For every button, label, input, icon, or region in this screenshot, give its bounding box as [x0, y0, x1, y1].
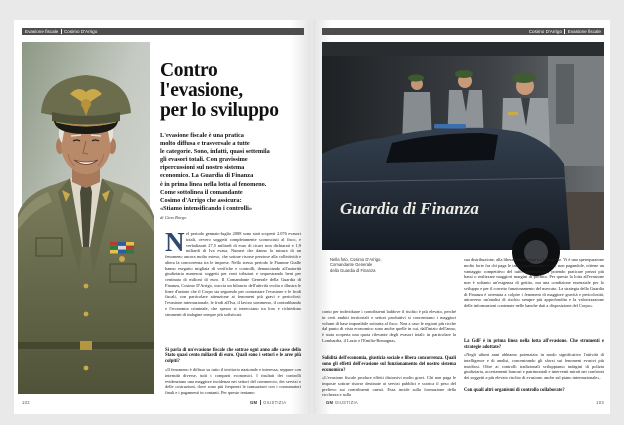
lead-line: le categorie. Sono, infatti, quasi settemila	[160, 148, 270, 156]
page-number-left: 102	[22, 400, 30, 405]
lead-line: molto diffusa e trasversale a tutte	[160, 140, 250, 148]
body-text-intro	[165, 227, 301, 346]
magazine-brand: GM	[250, 400, 258, 405]
lead-line: economico. La Guardia di Finanza	[160, 172, 254, 180]
running-head-right	[322, 28, 604, 35]
running-head-name: Cosimo D'Arrigo	[528, 29, 563, 34]
footer-separator	[260, 400, 261, 404]
body-text-column: conto per individuare i contribuenti laddove il rischio è più elevato, perché in certi ambiti territoriali e settori produttivi si concentrano i maggiori volumi di base imponibile sottratta al fisco. Non a caso le regioni più ricche dal punto di vista economico sono anche quelle in cui, dall'inizio dell'anno, è stata scoperta una quota rilevante degli evasori totali: in particolare la Lombardia, il Lazio e l'Emilia-Romagna».	[322, 309, 456, 343]
lead-line: «Stiamo intensificando i controlli»	[160, 204, 253, 212]
lead-line: gli evasori totali. Con gravissime	[160, 156, 248, 164]
article-lead	[160, 132, 304, 213]
interview-answer: «L'evasione fiscale produce effetti distorsivi molto gravi. Chi non paga le imposte sottrae risorse destinate ai servizi pubblici e scarica il peso del prelievo sui contribuenti onesti. Essa incide sulla formazione della ricchezza e sulla	[322, 375, 456, 398]
page-number-right: 103	[596, 400, 604, 405]
interview-question: La GdF è in prima linea nella lotta all'evasione. Che strumenti e strategie adottate?	[464, 339, 604, 350]
caption-line: della Guardia di Finanza	[330, 267, 376, 273]
portrait-photo	[22, 42, 150, 394]
lead-line: L'evasione fiscale è una pratica	[160, 132, 244, 139]
caption-line: Comandante Generale	[330, 262, 373, 268]
byline: di Gino Borgo	[160, 215, 187, 220]
running-head-section: Evasione fiscale	[25, 29, 59, 34]
magazine-brand: GM	[326, 400, 334, 405]
lead-line: è in prima linea nella lotta al fenomeno.	[160, 180, 267, 188]
interview-question: Solidità dell'economia, giustizia sociale e libera concorrenza. Quali sono gli effetti dell'evasione sul funzionamento del nostro sistema economico?	[322, 356, 456, 373]
interview-answer: «Negli ultimi anni abbiamo potenziato in modo significativo l'attività di intelligence e di analisi, concentrando gli sforzi sui fenomeni evasivi più insidiosi. Oltre ai controlli tradizionali sviluppiamo indagini di polizia giudiziaria, accertamenti bancari e patrimoniali e interventi mirati nei confronti dei soggetti a più elevato rischio di evasione, anche sul piano internazionale».	[464, 352, 604, 380]
drop-cap: N	[165, 227, 185, 257]
running-head-separator	[564, 29, 565, 33]
running-head-separator	[61, 29, 62, 33]
running-head-section: Evasione fiscale	[567, 29, 601, 34]
photo-caption	[330, 257, 420, 273]
body-text-column: sua distribuzione, alla libera concorrenza tra le imprese. Vi è una sperequazione molto forte fra chi paga le tasse regolarmente e chi, non pagandole, ottiene un vantaggio competitivo del tutto ingiustificato, potendo praticare prezzi più bassi o realizzare maggiori margini di profitto. Per questo la lotta all'evasione non è soltanto un'esigenza di gettito, ma una condizione essenziale per lo sviluppo e per il corretto funzionamento del mercato. La strategia della Guardia di Finanza è orientata a colpire i fenomeni di maggiore gravità e pericolosità, attraverso un'analisi di rischio sempre più approfondita e la valorizzazione delle informazioni contenute nelle banche dati a disposizione del Corpo».	[464, 257, 604, 308]
magazine-name: GIUSTIZIA	[263, 400, 287, 405]
magazine-name: GIUSTIZIA	[334, 400, 359, 405]
article-title	[160, 61, 279, 121]
lead-line: Cosimo d'Arrigo che assicura:	[160, 196, 242, 204]
title-line: per lo sviluppo	[160, 100, 279, 121]
running-head-name: Cosimo D'Arrigo	[63, 29, 98, 34]
interview-question: Si parla di un'evasione fiscale che sottrae ogni anno alle casse dello Stato quasi cento miliardi di euro. Quali sono i settori e le aree più colpiti?	[165, 347, 301, 365]
magazine-footer-right	[326, 400, 358, 405]
car-door-lettering: Guardia di Finanza	[340, 199, 479, 218]
interview-question: Con quali altri organismi di controllo collaborate?	[464, 388, 565, 393]
officers-photo	[322, 42, 604, 250]
magazine-footer-left	[250, 400, 286, 405]
caption-line: Nella foto, Cosimo D'Arrigo,	[330, 257, 382, 262]
title-line: l'evasione,	[160, 80, 243, 101]
title-line: Contro	[160, 60, 218, 81]
running-head-left	[22, 28, 304, 35]
lead-line: Come sottolinea il comandante	[160, 188, 243, 196]
lead-line: ripercussioni sul nostro sistema	[160, 164, 245, 172]
body-paragraph: el periodo gennaio-luglio 2008 sono stati scoperti 2.076 evasori totali, ovvero soggetti completamente sconosciuti al fisco, e verbalizzati 27,5 miliardi di euro di ricavi non dichiarati e 1,9 miliardi di Iva evasa. Numeri che danno la misura di un fenomeno ancora molto esteso, che sottrae risorse preziose alla collettività e altera la concorrenza tra le imprese. Nello stesso periodo le Fiamme Gialle hanno eseguito migliaia di verifiche e controlli, denunciando all'autorità giudiziaria numerosi soggetti per reati tributari e sequestrando beni per centinaia di milioni di euro. Il Comandante Generale della Guardia di Finanza, Cosimo D'Arrigo, traccia un bilancio dell'attività svolta e illustra le linee d'azione che il Corpo sta seguendo per contrastare l'evasione e le frodi fiscali, con particolare attenzione ai fenomeni più gravi e pericolosi: l'evasione internazionale, le frodi all'Iva, il lavoro sommerso, il contrabbando e l'economia criminale, che spesso si intrecciano tra loro e richiedono strumenti di indagine sempre più sofisticati.	[165, 231, 301, 317]
interview-answer: «Il fenomeno è diffuso su tutto il territorio nazionale e interessa, seppure con intensità diverse, tutti i comparti economici. I risultati dei controlli evidenziano una maggiore incidenza nei settori del commercio, dei servizi e delle costruzioni, dove sono più frequenti le transazioni con i consumatori finali e i pagamenti in contanti. Per questo teniamo	[165, 367, 301, 395]
